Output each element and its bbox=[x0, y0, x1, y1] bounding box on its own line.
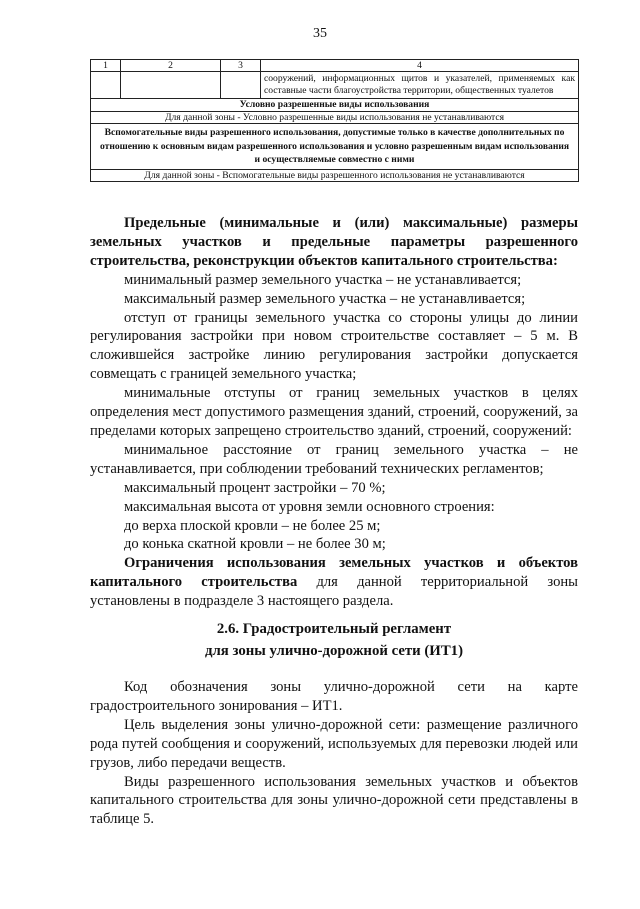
limit-line: до конька скатной кровли – не более 30 м; bbox=[124, 536, 386, 553]
zone-purpose-paragraph: Цель выделения зоны улично-дорожной сети: размещение различного рода путей сообщения и сооружений, используемых для перевозки людей или грузов, либо передачи веществ. bbox=[90, 716, 578, 771]
zone-uses-paragraph: Виды разрешенного использования земельных участков и объектов капитального строительства для зоны улично-дорожной сети представлены в таблице 5. bbox=[90, 773, 578, 828]
empty-cell bbox=[221, 72, 261, 99]
limits-block bbox=[90, 214, 578, 611]
limit-line: минимальное расстояние от границ земельного участка – не устанавливается, при соблюдении требований технических регламентов; bbox=[90, 441, 578, 477]
limit-line: до верха плоской кровли – не более 25 м; bbox=[124, 517, 381, 534]
section-body bbox=[90, 678, 578, 829]
table-row bbox=[91, 111, 579, 123]
page-number: 35 bbox=[313, 26, 327, 41]
empty-cell bbox=[121, 72, 221, 99]
limit-line: минимальный размер земельного участка – не устанавливается; bbox=[124, 271, 522, 288]
auxiliary-uses-header: Вспомогательные виды разрешенного использования, допустимые только в качестве дополнительных по отношению к основным видам разрешенного использования и условно разрешенным видам использования и осуществляемые совместно с ними bbox=[91, 124, 579, 170]
continued-description-cell: сооружений, информационных щитов и указателей, применяемых как составные части благоустройства территории, общественных туалетов bbox=[261, 72, 579, 99]
table-header-row bbox=[91, 60, 579, 72]
column-number-2: 2 bbox=[121, 60, 221, 72]
conditional-uses-header: Условно разрешенные виды использования bbox=[91, 99, 579, 111]
restrictions-bold-text: Ограничения использования земельных участков и объектов капитального строительства bbox=[90, 555, 578, 591]
limit-line: максимальный размер земельного участка – не устанавливается; bbox=[124, 290, 526, 307]
column-number-1: 1 bbox=[91, 60, 121, 72]
table-row bbox=[91, 99, 579, 111]
conditional-uses-note: Для данной зоны - Условно разрешенные виды использования не устанавливаются bbox=[91, 111, 579, 123]
column-number-3: 3 bbox=[221, 60, 261, 72]
limit-line: максимальная высота от уровня земли основного строения: bbox=[124, 498, 495, 515]
limits-heading: Предельные (минимальные и (или) максимальные) размеры земельных участков и предельные параметры разрешенного строительства, реконструкции объектов капитального строительства: bbox=[90, 215, 578, 269]
limit-line: максимальный процент застройки – 70 %; bbox=[124, 479, 386, 496]
table-row bbox=[91, 72, 579, 99]
table-row bbox=[91, 124, 579, 170]
limit-line: отступ от границы земельного участка со стороны улицы до линии регулирования застройки при новом строительстве составляет – 5 м. В сложившейся застройке линию регулирования застройки допускается совмещать с границей земельного участка; bbox=[90, 309, 578, 383]
table-row bbox=[91, 169, 579, 181]
restrictions-text: для данной территориальной зоны установлены в подразделе 3 настоящего раздела. bbox=[90, 574, 578, 610]
column-number-4: 4 bbox=[261, 60, 579, 72]
restrictions-paragraph bbox=[90, 554, 578, 611]
zone-code-paragraph: Код обозначения зоны улично-дорожной сети на карте градостроительного зонирования – ИТ1. bbox=[90, 679, 578, 714]
section-title-line-2: для зоны улично-дорожной сети (ИТ1) bbox=[204, 643, 464, 659]
empty-cell bbox=[91, 72, 121, 99]
limit-line: минимальные отступы от границ земельных участков в целях определения мест допустимого размещения зданий, строений, сооружений, за пределами которых запрещено строительство зданий, строений, сооружений: bbox=[90, 385, 578, 439]
auxiliary-uses-note: Для данной зоны - Вспомогательные виды разрешенного использования не устанавливаются bbox=[91, 169, 579, 181]
section-title bbox=[90, 618, 578, 662]
regulation-table bbox=[90, 59, 579, 182]
section-title-line-1: 2.6. Градостроительный регламент bbox=[216, 621, 452, 637]
